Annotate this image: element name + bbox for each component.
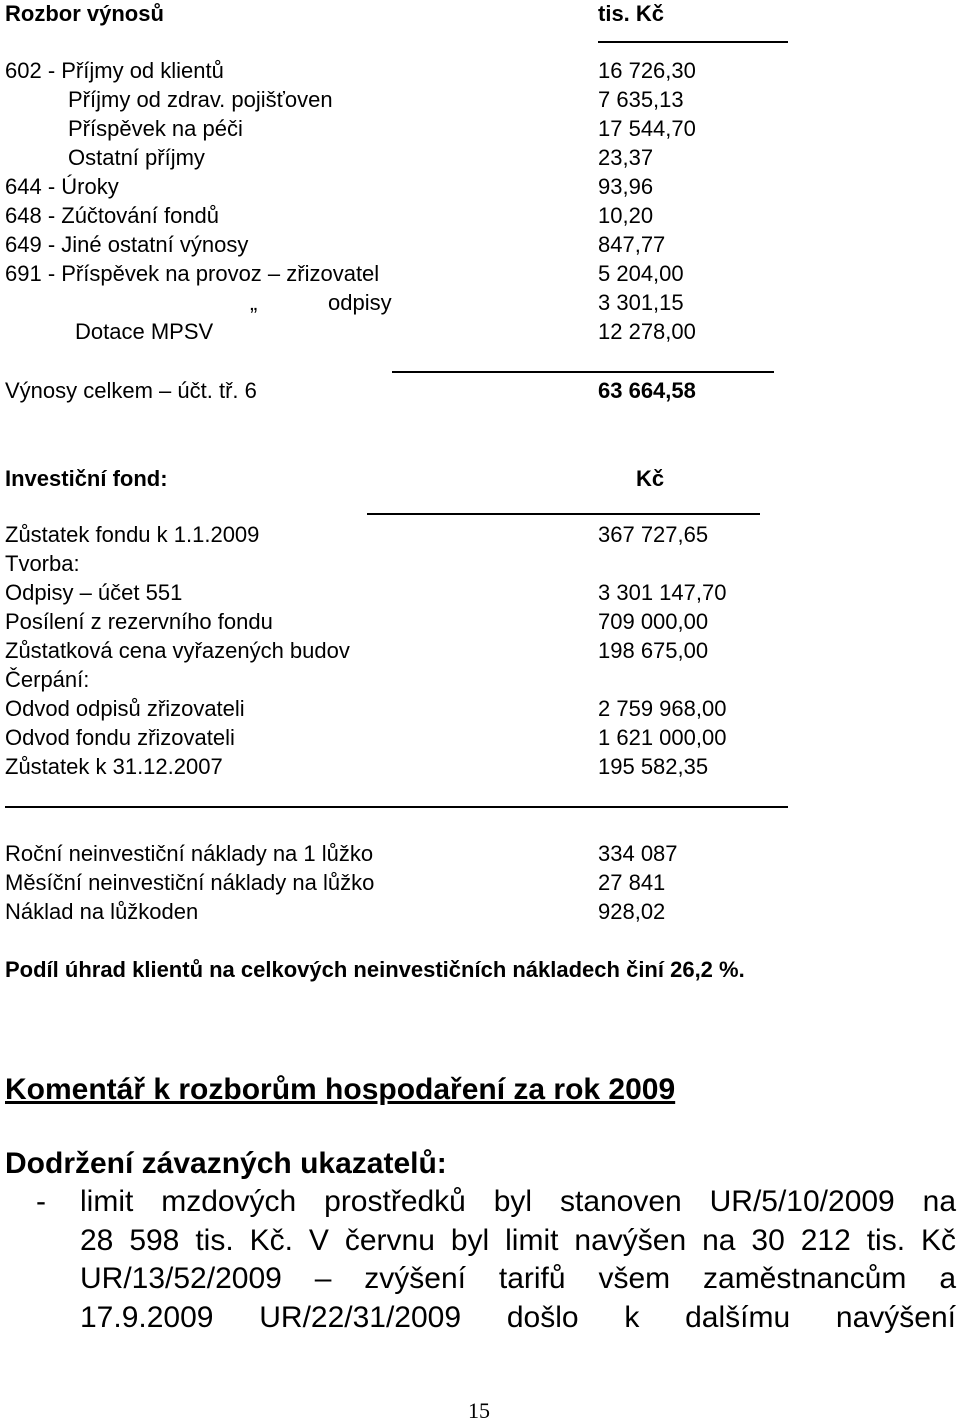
- fund-row-label: Čerpání:: [5, 667, 90, 692]
- fund-row-value: 3 301 147,70: [598, 580, 727, 605]
- fund-row-label: Zůstatek k 31.12.2007: [5, 754, 223, 779]
- revenue-row-value: 7 635,13: [598, 87, 684, 112]
- revenue-total-rule: [392, 371, 774, 373]
- revenue-row-value: 847,77: [598, 232, 666, 257]
- revenue-row-label: 644 - Úroky: [5, 174, 119, 199]
- page-number: 15: [468, 1398, 490, 1423]
- revenue-row-label: 691 - Příspěvek na provoz – zřizovatel: [5, 261, 380, 286]
- ditto-mark: „: [250, 290, 258, 315]
- fund-row-value: 198 675,00: [598, 638, 709, 663]
- fund-row-value: 2 759 968,00: [598, 696, 727, 721]
- commentary-subtitle: Dodržení závazných ukazatelů:: [5, 1147, 447, 1180]
- fund-row-value: 709 000,00: [598, 609, 709, 634]
- fund-row-value: 367 727,65: [598, 522, 709, 547]
- revenue-row-label: 602 - Příjmy od klientů: [5, 58, 224, 83]
- revenue-row-label: Příspěvek na péči: [68, 116, 243, 141]
- bullet-line: 17.9.2009 UR/22/31/2009 došlo k dalšímu navýšení: [80, 1301, 956, 1335]
- bullet-line: limit mzdových prostředků byl stanoven UR/5/10/2009 na: [80, 1185, 956, 1218]
- revenue-total-label: Výnosy celkem – účt. tř. 6: [5, 378, 257, 403]
- client-share-statement: Podíl úhrad klientů na celkových neinvestičních nákladech činí 26,2 %.: [5, 957, 745, 982]
- fund-row-label: Odvod fondu zřizovateli: [5, 725, 235, 750]
- revenue-row-value: 93,96: [598, 174, 654, 199]
- fund-row-value: 195 582,35: [598, 754, 709, 779]
- fund-bottom-rule: [5, 806, 788, 808]
- fund-row-label: Tvorba:: [5, 551, 80, 576]
- bullet-paragraph: [80, 1183, 956, 1338]
- revenue-header-rule: [598, 41, 788, 43]
- revenue-row-value: 12 278,00: [598, 319, 696, 344]
- cost-row-value: 334 087: [598, 841, 678, 866]
- bullet-line: 28 598 tis. Kč. V červnu byl limit navýšen na 30 212 tis. Kč: [80, 1223, 956, 1257]
- bullet-line: UR/13/52/2009 – zvýšení tarifů všem zaměstnancům a: [80, 1262, 956, 1296]
- fund-row-label: Odpisy – účet 551: [5, 580, 183, 605]
- revenue-unit: tis. Kč: [598, 1, 665, 26]
- revenue-row-value: 5 204,00: [598, 261, 684, 286]
- bullet-marker: -: [36, 1185, 46, 1218]
- cost-row-label: Měsíční neinvestiční náklady na lůžko: [5, 870, 375, 895]
- fund-header-rule: [367, 513, 760, 515]
- commentary-title: Komentář k rozborům hospodaření za rok 2009: [5, 1073, 676, 1106]
- revenue-row-label: odpisy: [328, 290, 392, 315]
- fund-row-label: Posílení z rezervního fondu: [5, 609, 273, 634]
- revenue-row-value: 16 726,30: [598, 58, 696, 83]
- fund-heading: Investiční fond:: [5, 466, 168, 491]
- revenue-total-value: 63 664,58: [598, 378, 696, 403]
- fund-unit: Kč: [636, 466, 665, 491]
- revenue-row-label: Příjmy od zdrav. pojišťoven: [68, 87, 333, 112]
- fund-row-value: 1 621 000,00: [598, 725, 727, 750]
- revenue-row-value: 17 544,70: [598, 116, 696, 141]
- revenue-row-value: 3 301,15: [598, 290, 684, 315]
- cost-row-value: 928,02: [598, 899, 666, 924]
- revenue-row-label: Ostatní příjmy: [68, 145, 205, 170]
- fund-row-label: Odvod odpisů zřizovateli: [5, 696, 245, 721]
- revenue-row-value: 10,20: [598, 203, 654, 228]
- revenue-row-label: Dotace MPSV: [75, 319, 214, 344]
- fund-row-label: Zůstatková cena vyřazených budov: [5, 638, 350, 663]
- revenue-heading: Rozbor výnosů: [5, 1, 164, 26]
- revenue-row-value: 23,37: [598, 145, 654, 170]
- revenue-row-label: 649 - Jiné ostatní výnosy: [5, 232, 249, 257]
- cost-row-label: Roční neinvestiční náklady na 1 lůžko: [5, 841, 374, 866]
- cost-row-label: Náklad na lůžkoden: [5, 899, 199, 924]
- cost-row-value: 27 841: [598, 870, 666, 895]
- revenue-row-label: 648 - Zúčtování fondů: [5, 203, 220, 228]
- fund-row-label: Zůstatek fondu k 1.1.2009: [5, 522, 260, 547]
